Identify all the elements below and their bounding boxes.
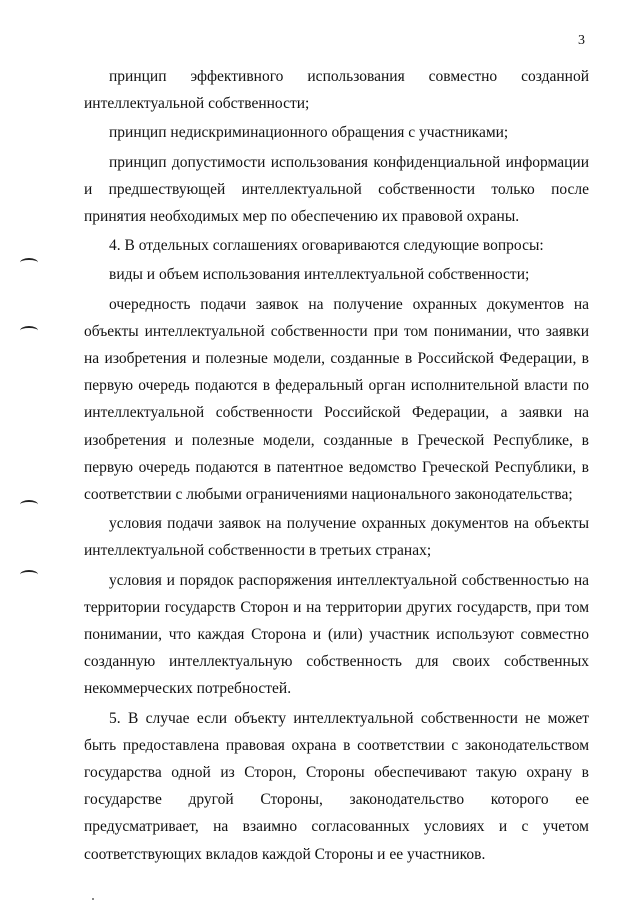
paragraph: принцип эффективного использования совместно созданной интеллектуальной собственности; — [84, 68, 589, 113]
page-number: 3 — [578, 33, 585, 48]
paragraph: условия и порядок распоряжения интеллектуальной собственностью на территории государств Сторон и на территории других государств, при том понимании, что каждая Сторона и (или) участник используют совместно созданную интеллектуальную собственность для своих собственных некоммерческих потребностей. — [84, 571, 589, 698]
body-text — [84, 63, 589, 868]
paragraph: 5. В случае если объекту интеллектуальной собственности не может быть предоставлена правовая охрана в соответствии с законодательством государства одной из Сторон, Стороны обеспечивают такую охрану в государстве другой Стороны, законодательство которого ее предусматривает, на взаимно согласованных условиях и с учетом соответствующих вкладов каждой Стороны и ее участников. — [84, 709, 589, 863]
paragraph: принцип допустимости использования конфиденциальной информации и предшествующей интеллектуальной собственности только после принятия необходимых мер по обеспечению их правовой охраны. — [84, 153, 589, 226]
paragraph: виды и объем использования интеллектуальной собственности; — [109, 266, 530, 284]
paragraph: условия подачи заявок на получение охранных документов на объекты интеллектуальной собственности в третьих странах; — [84, 515, 589, 560]
scan-mark — [20, 500, 38, 509]
scan-mark — [20, 326, 38, 335]
paragraph: принцип недискриминационного обращения с участниками; — [109, 124, 509, 142]
paragraph: 4. В отдельных соглашениях оговариваются следующие вопросы: — [109, 237, 544, 255]
scan-mark — [20, 570, 38, 579]
scan-dot — [92, 898, 94, 900]
paragraph: очередность подачи заявок на получение охранных документов на объекты интеллектуальной собственности при том понимании, что заявки на изобретения и полезные модели, созданные в Российской Федерации, в первую очередь подаются в федеральный орган исполнительной власти по интеллектуальной собственности Российской Федерации, а заявки на изобретения и полезные модели, созданные в Греческой Республике, в первую очередь подаются в патентное ведомство Греческой Республики, в соответствии с любыми ограничениями национального законодательства; — [84, 295, 589, 504]
scan-mark — [20, 258, 38, 267]
